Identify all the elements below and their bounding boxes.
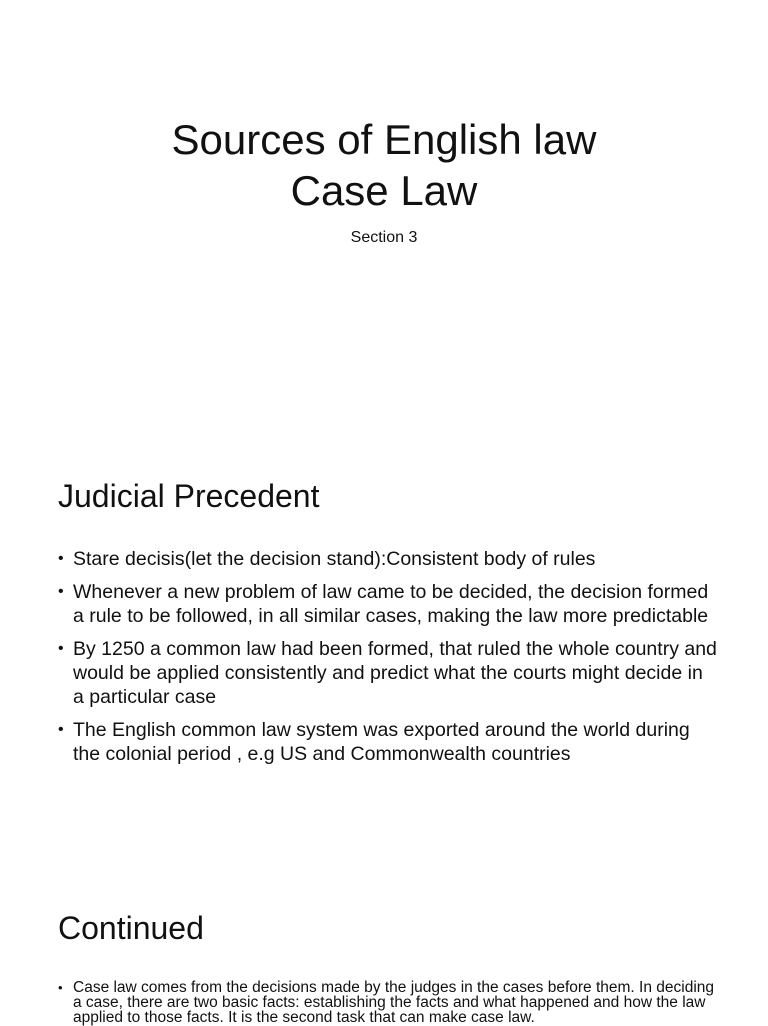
bullet-item [58,547,718,571]
bullet-text: By 1250 a common law had been formed, that ruled the whole country and would be applied consistently and predict what the courts might decide in a particular case [73,638,717,708]
bullet-text: Stare decisis(let the decision stand):Consistent body of rules [73,548,596,570]
bullet-icon: • [58,980,63,995]
bullet-item [58,718,718,766]
bullet-item [58,980,718,1025]
title-line-1: Sources of English law [171,116,597,163]
bullet-icon: • [58,583,64,600]
bullet-list [58,980,718,1025]
bullet-item [58,637,718,709]
continued-slide [0,864,768,1024]
title-line-2: Case Law [290,167,478,214]
bullet-list [58,547,718,775]
bullet-item [58,580,718,628]
bullet-text: Whenever a new problem of law came to be decided, the decision formed a rule to be followed, in all similar cases, making the law more predictable [73,581,709,627]
slide-subtitle: Section 3 [350,229,418,246]
bullet-text: The English common law system was exported around the world during the colonial period , e.g US and Commonwealth countries [73,719,690,765]
slide-heading: Judicial Precedent [58,478,320,514]
slide-heading: Continued [58,910,204,946]
slide-title [0,114,768,216]
title-slide [0,0,768,432]
judicial-precedent-slide [0,432,768,864]
bullet-icon: • [58,640,64,657]
bullet-text: Case law comes from the decisions made by the judges in the cases before them. In deciding a case, there are two basic facts: establishing the facts and what happened and how the law applied to those facts. It is the second task that can make case law. [73,979,715,1026]
bullet-icon: • [58,550,64,567]
bullet-icon: • [58,721,64,738]
